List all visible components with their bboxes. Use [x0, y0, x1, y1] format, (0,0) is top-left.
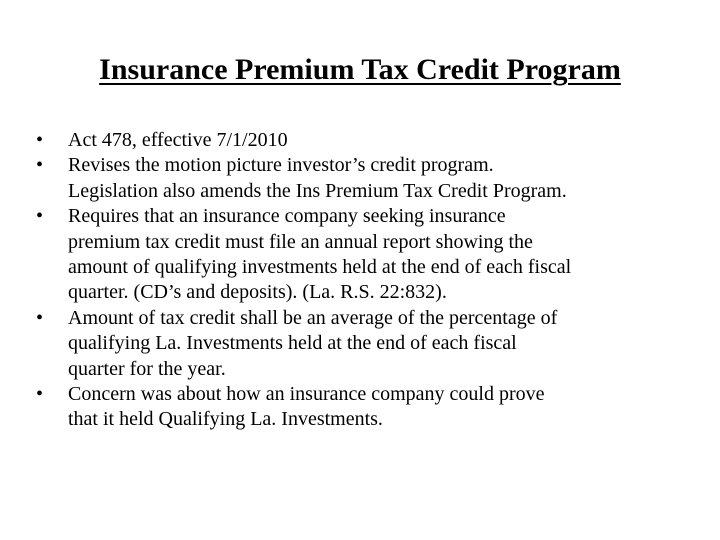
bullet-line: Amount of tax credit shall be an average of the percentage of: [68, 306, 558, 329]
bullet-line: amount of qualifying investments held at the end of each fiscal: [68, 256, 572, 279]
bullet-dot-icon: •: [36, 205, 44, 228]
bullet-dot-icon: •: [36, 306, 44, 329]
bullet-dot-icon: •: [36, 383, 44, 406]
bullet-item: [36, 306, 686, 382]
bullet-item: [36, 153, 686, 204]
bullet-line: that it held Qualifying La. Investments.: [68, 408, 383, 431]
bullet-line: Legislation also amends the Ins Premium Tax Credit Program.: [68, 179, 567, 202]
bullet-dot-icon: •: [36, 154, 44, 177]
slide-title: Insurance Premium Tax Credit Program: [99, 53, 621, 86]
bullet-line: Requires that an insurance company seeking insurance: [68, 205, 506, 228]
bullet-dot-icon: •: [36, 129, 44, 151]
bullet-line: Revises the motion picture investor’s credit program.: [68, 154, 494, 177]
bullet-line: Concern was about how an insurance company could prove: [68, 383, 545, 406]
bullet-line: quarter. (CD’s and deposits). (La. R.S. 22:832).: [68, 281, 447, 304]
bullet-list: [36, 128, 686, 433]
bullet-item: [36, 204, 686, 306]
bullet-item: [36, 382, 686, 433]
bullet-line: quarter for the year.: [68, 357, 226, 380]
bullet-line: premium tax credit must file an annual report showing the: [68, 230, 533, 253]
bullet-line: qualifying La. Investments held at the end of each fiscal: [68, 332, 517, 355]
bullet-item: [36, 128, 686, 153]
bullet-line: Act 478, effective 7/1/2010: [68, 129, 288, 151]
